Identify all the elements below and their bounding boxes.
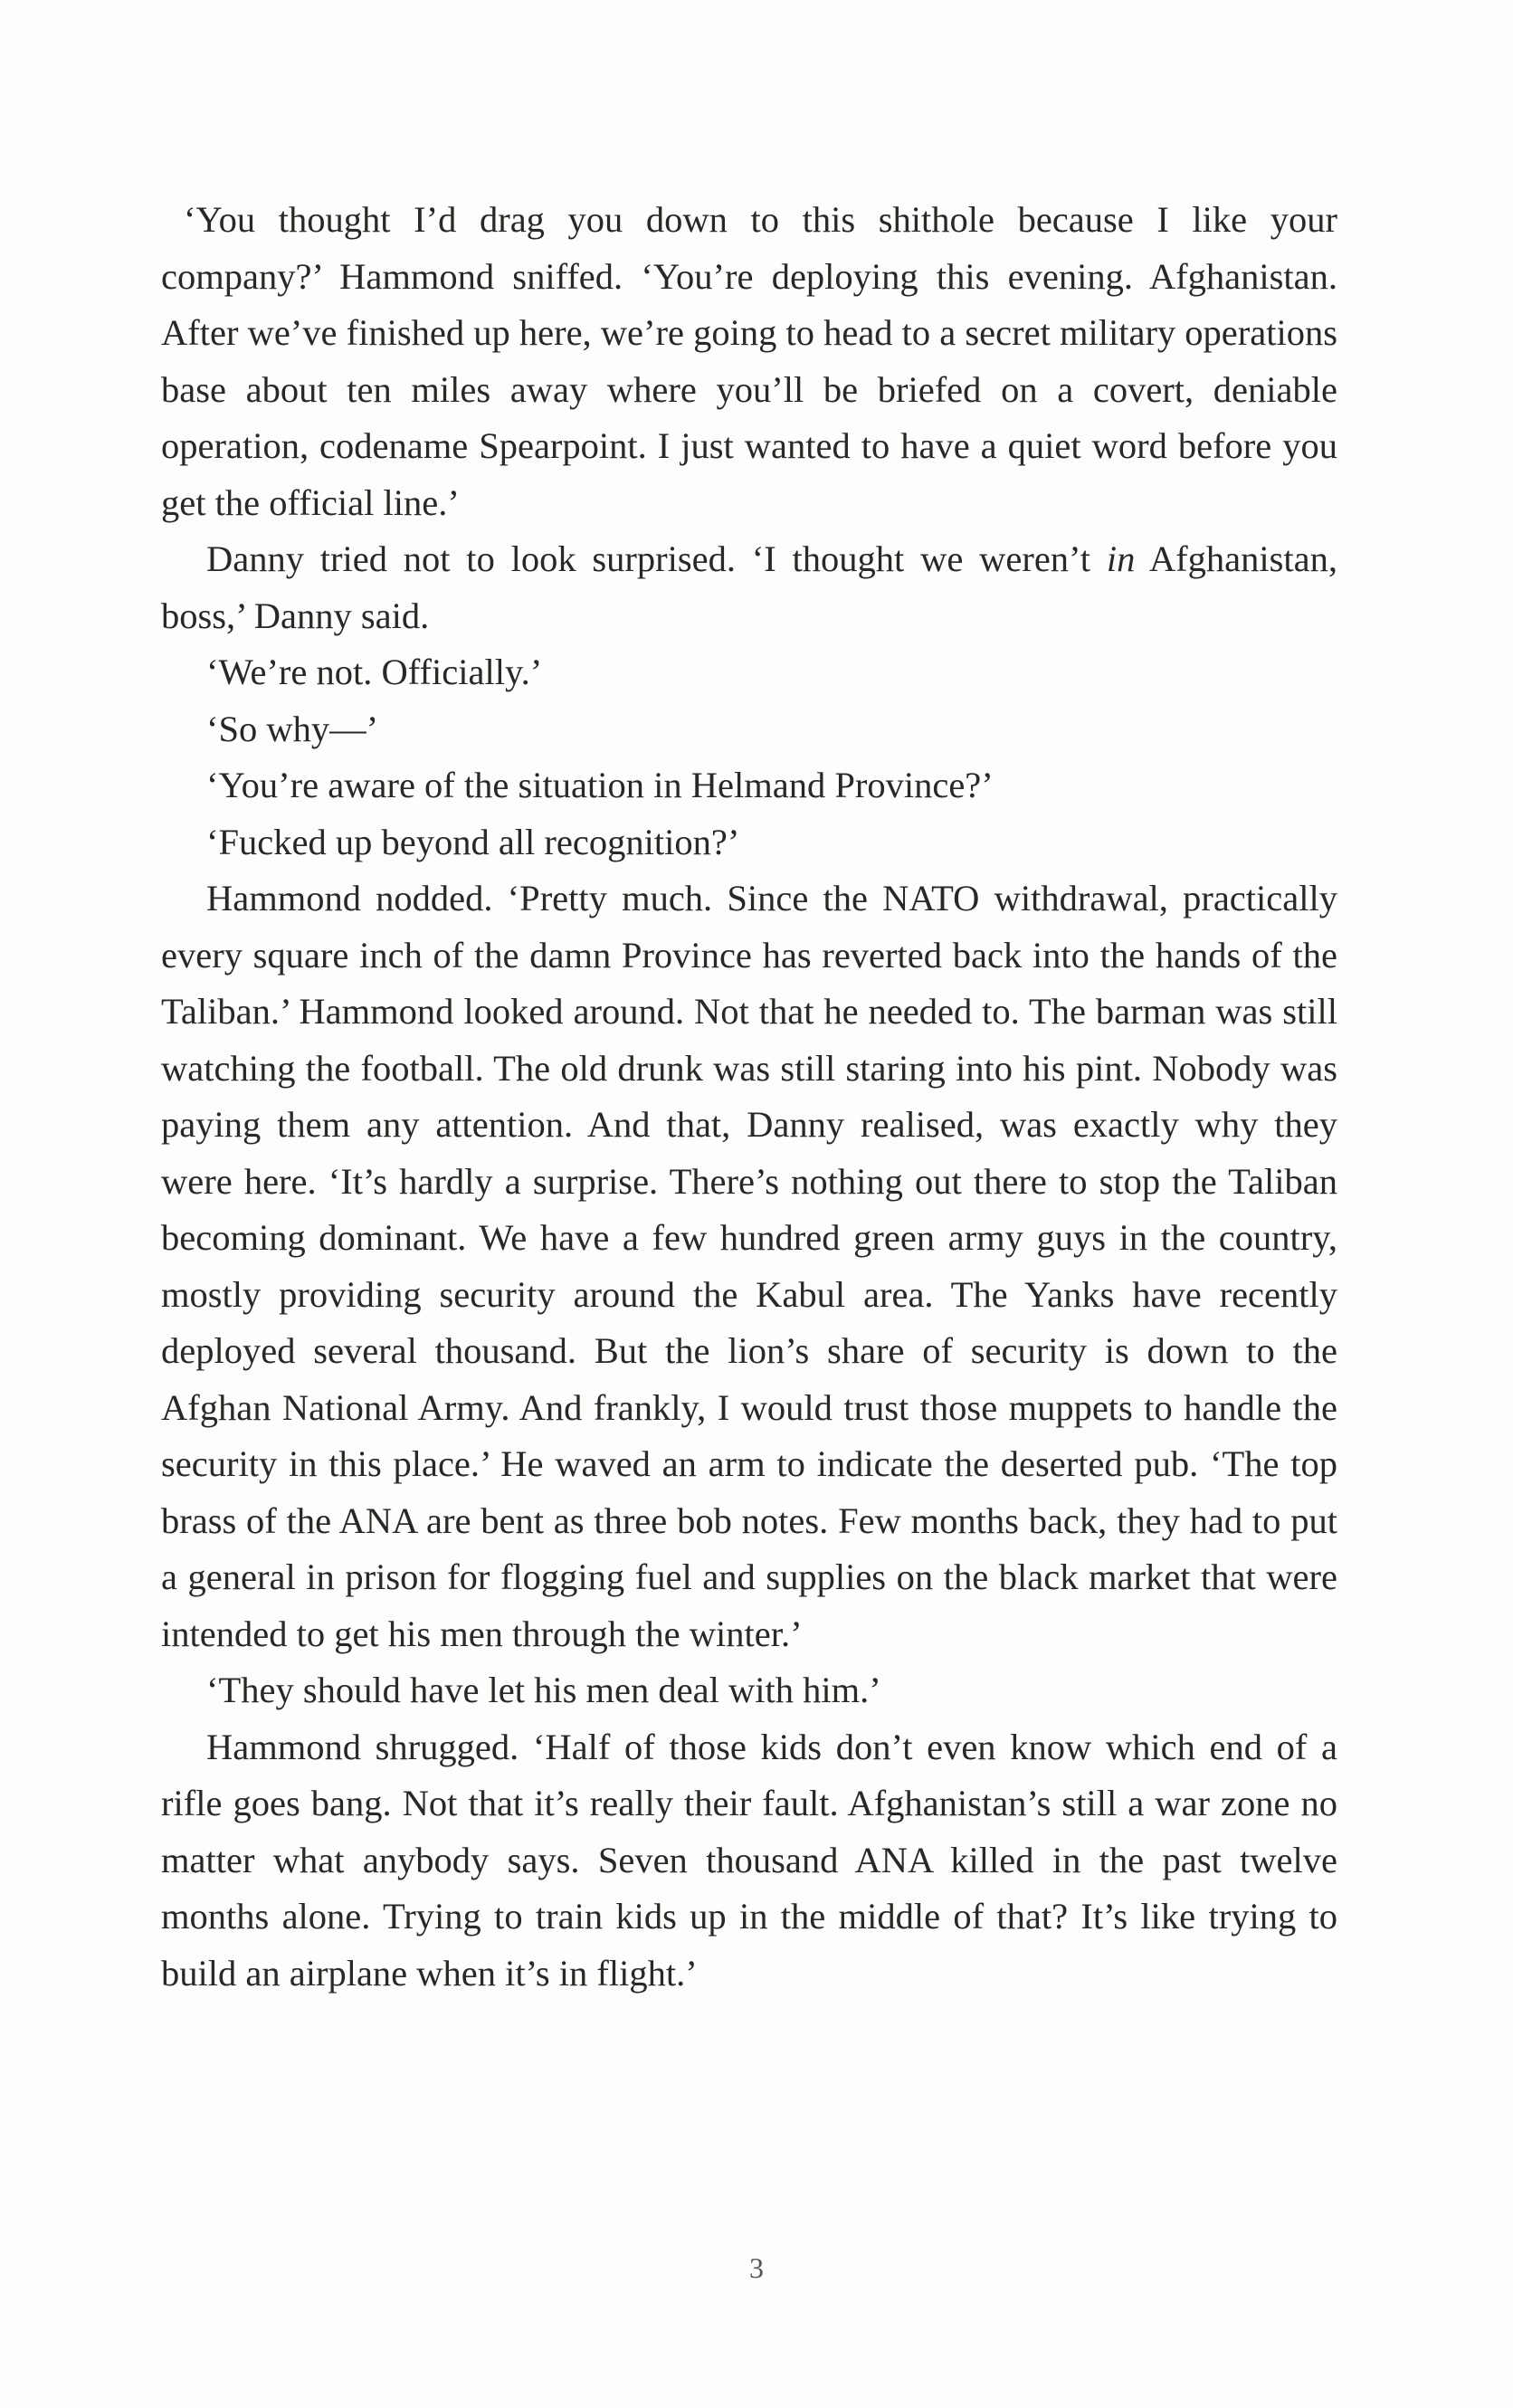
paragraph-3: ‘We’re not. Officially.’ [206,652,543,692]
paragraph-2-text-after: Afghanistan, boss,’ Danny said. [161,538,1337,636]
paragraph-2-text-before: Danny tried not to look surprised. ‘I thought we weren’t [206,538,1107,579]
paragraph-5: ‘You’re aware of the situation in Helmand Province?’ [206,765,994,805]
paragraph-9: Hammond shrugged. ‘Half of those kids don’t even know which end of a rifle goes bang. Not that it’s really their fault. Afghanistan’s still a war zone no matter what anybody says. Seven thousand ANA killed in the past twelve months alone. Trying to train kids up in the middle of that? It’s like trying to build an airplane when it’s in flight.’ [161,1726,1337,1994]
paragraph-1: ‘You thought I’d drag you down to this shithole because I like your company?’ Hammond sniffed. ‘You’re deploying this evening. Afghanistan. After we’ve finished up here, we’re going to head to a secret military operations base about ten miles away where you’ll be briefed on a covert, deniable operation, codename Spearpoint. I just wanted to have a quiet word before you get the official line.’ [161,199,1338,523]
paragraph-4: ‘So why—’ [206,708,379,749]
paragraph-8: ‘They should have let his men deal with him.’ [206,1670,881,1710]
page-body [161,192,1337,2002]
page-number: 3 [749,2251,764,2284]
paragraph-6: ‘Fucked up beyond all recognition?’ [206,821,740,862]
paragraph-2 [161,531,1337,644]
paragraph-7: Hammond nodded. ‘Pretty much. Since the NATO withdrawal, practically every square inch of the damn Province has reverted back into the hands of the Taliban.’ Hammond looked around. Not that he needed to. The barman was still watching the football. The old drunk was still staring into his pint. Nobody was paying them any attention. And that, Danny realised, was exactly why they were here. ‘It’s hardly a surprise. There’s nothing out there to stop the Taliban becoming dominant. We have a few hundred green army guys in the country, mostly providing security around the Kabul area. The Yanks have recently deployed several thousand. But the lion’s share of security is down to the Afghan National Army. And frankly, I would trust those muppets to handle the security in this place.’ He waved an arm to indicate the deserted pub. ‘The top brass of the ANA are bent as three bob notes. Few months back, they had to put a general in prison for flogging fuel and supplies on the black market that were intended to get his men through the winter.’ [161,878,1337,1654]
paragraph-2-emphasis: in [1106,538,1136,579]
